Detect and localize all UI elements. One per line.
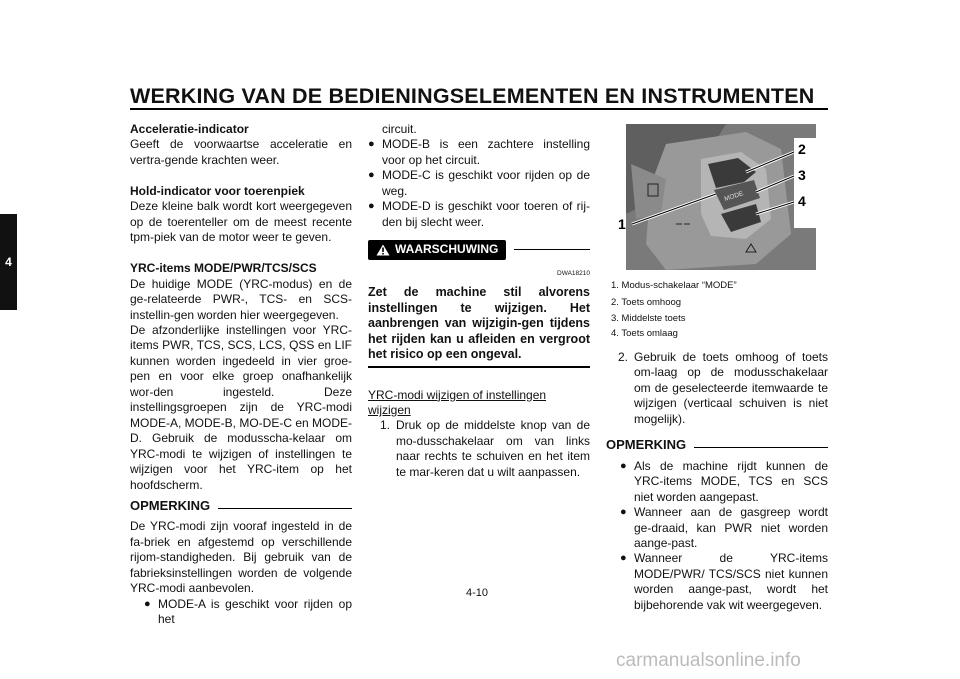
- mode-button-label: MODE: [723, 190, 745, 203]
- bullet-white-box: Wanneer de YRC-items MODE/PWR/ TCS/SCS niet kunnen worden aange-past, wordt het bijbehorende vak wit weergegeven.: [634, 551, 828, 612]
- watermark: carmanualsonline.info: [616, 650, 801, 671]
- step-2-number: 2.: [617, 350, 628, 364]
- callout-3: 3: [798, 167, 806, 183]
- heading-yrc-items: YRC-items MODE/PWR/TCS/SCS: [130, 261, 317, 276]
- page-number: 4-10: [466, 587, 489, 599]
- warning-label: WAARSCHUWING: [395, 242, 499, 257]
- caption-1: 1. Modus-schakelaar “MODE”: [611, 280, 737, 291]
- mode-switch-illustration: [606, 124, 828, 270]
- bullet-mode-c: MODE-C is geschikt voor rijden op de weg.: [382, 168, 590, 198]
- callout-4: 4: [798, 193, 806, 209]
- note-heading: [130, 498, 352, 513]
- bullet-glyph: ●: [144, 597, 151, 610]
- warning-code: DWA18210: [557, 269, 590, 277]
- paragraph-hold-indicator: Deze kleine balk wordt kort weergegeven op de toerenteller om de meest recente tpm-piek van de motor weer te geven.: [130, 199, 352, 245]
- list-item: [368, 168, 590, 199]
- bullet-glyph: ●: [620, 506, 627, 519]
- subsection-title: YRC-modi wijzigen of instellingen wijzigen: [368, 387, 547, 418]
- list-item: [606, 459, 828, 505]
- step-2-text: Gebruik de toets omhoog of toets om-laag op de modusschakelaar om de geselecteerde itemwaarde te wijzigen (verticaal schuiven is niet mogelijk).: [634, 350, 828, 426]
- list-item: [368, 137, 590, 168]
- step-2: [606, 350, 828, 427]
- note-heading-2: [606, 437, 828, 452]
- column-3: [606, 350, 828, 613]
- note-title: OPMERKING: [130, 497, 211, 513]
- bullet-mode-a-continued: circuit.: [382, 122, 417, 136]
- bullet-glyph: ●: [368, 200, 375, 213]
- column-1: [130, 122, 352, 628]
- list-item: [606, 505, 828, 551]
- note-title-2: OPMERKING: [606, 437, 687, 453]
- heading-hold-indicator: Hold-indicator voor toerenpiek: [130, 183, 305, 198]
- bullet-glyph: ●: [620, 459, 627, 472]
- caption-3: 3. Middelste toets: [611, 313, 686, 324]
- chapter-tab: 4: [0, 214, 17, 310]
- callout-2: 2: [798, 141, 806, 157]
- bullet-glyph: ●: [368, 138, 375, 151]
- bullet-mode-d: MODE-D is geschikt voor toeren of rij-den bij slecht weer.: [382, 199, 590, 229]
- caption-4: 4. Toets omlaag: [611, 328, 678, 339]
- list-item: [130, 597, 352, 628]
- heading-acceleration-indicator: Acceleratie-indicator: [130, 122, 249, 136]
- bullet-glyph: ●: [368, 169, 375, 182]
- list-item: [606, 551, 828, 613]
- caption-2: 2. Toets omhoog: [611, 297, 682, 308]
- list-item: [368, 122, 590, 137]
- column-2: [368, 122, 590, 480]
- step-1: [368, 418, 590, 480]
- page-header-title: WERKING VAN DE BEDIENINGSELEMENTEN EN INSTRUMENTEN: [130, 84, 815, 108]
- bullet-mode-b: MODE-B is een zachtere instelling voor op het circuit.: [382, 137, 590, 167]
- warning-triangle-icon: [376, 244, 390, 256]
- header-rule: [130, 108, 828, 110]
- note-paragraph: De YRC-modi zijn vooraf ingesteld in de fa-briek en afgestemd op verschillende rijom-standigheden. Bij gebruik van de fabrieksinstellingen worden de volgende YRC-modi aanbevolen.: [130, 519, 352, 596]
- step-1-number: 1.: [379, 418, 390, 433]
- step-1-text: Druk op de middelste knop van de mo-dusschakelaar om van links naar rechts te schuiven en het item te mar-keren dat u wilt aanpassen.: [396, 418, 590, 479]
- paragraph-acceleration: Geeft de voorwaartse acceleratie en vertra-gende krachten weer.: [130, 137, 352, 167]
- callout-1: 1: [618, 216, 626, 232]
- warning-rule: [368, 366, 590, 368]
- bullet-riding: Als de machine rijdt kunnen de YRC-items MODE, TCS en SCS niet worden aangepast.: [634, 458, 828, 504]
- warning-badge: [368, 240, 506, 259]
- bullet-glyph: ●: [620, 552, 627, 565]
- paragraph-yrc-settings: De afzonderlijke instellingen voor YRC-items PWR, TCS, SCS, LCS, QSS en LIF kunnen worden ingedeeld in vier groe-pen en voor elke groep onafhankelijk wor-den ingesteld. Deze instellingsgroepen zijn de YRC-modi MODE-A, MODE-B, MO-DE-C en MODE-D. Gebruik de modusscha-kelaar om YRC-modi te wijzigen of instellingen te wijzigen voor het YRC-item op het hoofdscherm.: [130, 322, 353, 492]
- bullet-mode-a: MODE-A is geschikt voor rijden op het: [158, 596, 352, 627]
- warning-text: Zet de machine stil alvorens instellingen te wijzigen. Het aanbrengen van wijzigin-gen tijdens het rijden kan u afleiden en vergroot het risico op een ongeval.: [368, 285, 590, 362]
- warning-heading: [368, 240, 590, 259]
- paragraph-yrc-current: De huidige MODE (YRC-modus) en de ge-relateerde PWR-, TCS- en SCS-instellin-gen worden hier weergegeven.: [130, 276, 352, 322]
- bullet-throttle: Wanneer aan de gasgreep wordt ge-draaid, kan PWR niet worden aange-past.: [634, 505, 828, 550]
- list-item: [368, 199, 590, 230]
